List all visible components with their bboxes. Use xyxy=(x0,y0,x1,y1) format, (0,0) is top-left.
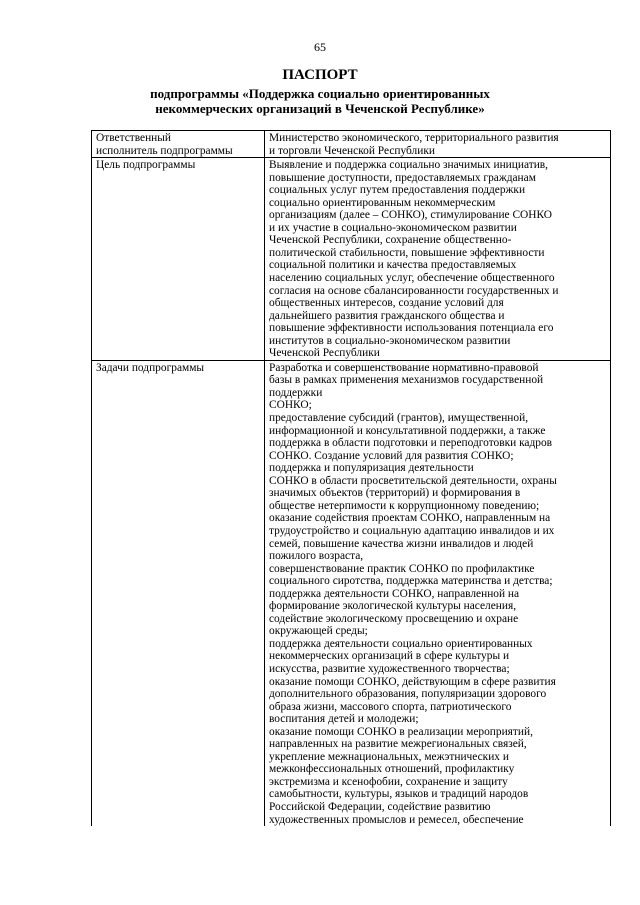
value-line: некоммерческих организаций в сфере культуры и xyxy=(269,650,510,663)
value-line: общественных интересов, создание условий для xyxy=(269,297,504,310)
value-line: институтов в социально-экономическом развитии xyxy=(269,334,511,347)
value-line: повышение доступности, предоставляемых гражданам xyxy=(269,171,536,184)
value-line: Разработка и совершенствование нормативно-правовой xyxy=(269,361,539,374)
value-line: формирование экологической культуры населения, xyxy=(269,600,517,613)
value-line: СОНКО; xyxy=(269,399,312,412)
value-line: социально ориентированным некоммерческим xyxy=(269,196,496,209)
value-line: поддержка и популяризация деятельности xyxy=(269,462,474,475)
subtitle-line: некоммерческих организаций в Чеченской Республике» xyxy=(155,101,485,116)
value-line: организациям (далее – СОНКО), стимулирование СОНКО xyxy=(269,209,553,222)
subtitle-line: подпрограммы «Поддержка социально ориентированных xyxy=(150,86,490,101)
value-line: политической стабильности, повышение эффективности xyxy=(269,246,545,259)
row-value xyxy=(265,360,611,826)
row-label xyxy=(92,158,265,361)
table-row-responsible xyxy=(92,131,611,158)
value-line: направленных на развитие межрегиональных связей, xyxy=(269,738,527,751)
label-line: Цель подпрограммы xyxy=(96,159,196,172)
value-line: и торговли Чеченской Республики xyxy=(269,144,435,157)
row-value xyxy=(265,158,611,361)
value-line: дополнительного образования, популяризации здорового xyxy=(269,688,547,701)
value-line: дальнейшего развития гражданского общества и xyxy=(269,309,505,322)
value-line: семей, повышение качества жизни инвалидов и людей xyxy=(269,537,534,550)
value-line: предоставление субсидий (грантов), имущественной, xyxy=(269,412,529,425)
value-line: СОНКО. Создание условий для развития СОНКО; xyxy=(269,449,514,462)
document-title: ПАСПОРТ xyxy=(282,67,358,83)
value-line: Российской Федерации, содействие развитию xyxy=(269,800,491,813)
value-line: социальных услуг путем предоставления поддержки xyxy=(269,184,526,197)
value-line: информационной и консультативной поддержки, а также xyxy=(269,424,546,437)
value-line: поддержка деятельности СОНКО, направленной на xyxy=(269,587,520,600)
value-line: оказание содействия проектам СОНКО, направленным на xyxy=(269,512,551,525)
label-line: исполнитель подпрограммы xyxy=(96,144,233,157)
value-line: Чеченской Республики, сохранение общественно- xyxy=(269,234,512,247)
value-line: обществе нетерпимости к коррупционному поведению; xyxy=(269,499,540,512)
value-line: оказание помощи СОНКО, действующим в сфере развития xyxy=(269,675,556,688)
value-line: трудоустройство и социальную адаптацию инвалидов и их xyxy=(269,524,555,537)
value-line: базы в рамках применения механизмов государственной xyxy=(269,374,544,387)
value-line: Чеченской Республики xyxy=(269,347,380,360)
value-line: воспитания детей и молодежи; xyxy=(269,713,419,726)
label-line: Задачи подпрограммы xyxy=(96,361,205,374)
value-line: содействие экологическому просвещению и охране xyxy=(269,612,519,625)
value-line: образа жизни, массового спорта, патриотического xyxy=(269,700,512,713)
value-line: оказание помощи СОНКО в реализации мероприятий, xyxy=(269,725,533,738)
value-line: Министерство экономического, территориального развития xyxy=(269,132,559,144)
value-line: совершенствование практик СОНКО по профилактике xyxy=(269,562,535,575)
value-line: художественных промыслов и ремесел, обеспечение xyxy=(269,813,524,826)
value-line: поддержка в области подготовки и переподготовки кадров xyxy=(269,437,553,450)
value-line: поддержка деятельности социально ориентированных xyxy=(269,637,533,650)
page-number: 65 xyxy=(314,40,326,54)
value-line: поддержки xyxy=(269,386,323,399)
row-label xyxy=(92,360,265,826)
value-line: искусства, развитие художественного творчества; xyxy=(269,662,510,675)
value-line: повышение эффективности использования потенциала его xyxy=(269,322,554,335)
value-line: социального сиротства, поддержка материнства и детства; xyxy=(269,575,553,588)
value-line: значимых объектов (территорий) и формирования в xyxy=(269,487,521,500)
value-line: и их участие в социально-экономическом развитии xyxy=(269,221,517,234)
value-line: населению социальных услуг, обеспечение общественного xyxy=(269,272,555,285)
value-line: СОНКО в области просветительской деятельности, охраны xyxy=(269,474,557,487)
value-line: укрепление межнациональных, межэтнических и xyxy=(269,750,509,763)
value-line: межконфессиональных отношений, профилактику xyxy=(269,763,515,776)
value-line: экстремизма и ксенофобии, сохранение и защиту xyxy=(269,775,508,788)
passport-table xyxy=(91,130,611,826)
row-value xyxy=(265,131,611,158)
value-line: социальной политики и качества предоставляемых xyxy=(269,259,517,272)
row-label xyxy=(92,131,265,158)
label-line: Ответственный xyxy=(96,132,172,144)
value-line: пожилого возраста, xyxy=(269,550,364,563)
document-subtitle xyxy=(0,86,640,116)
value-line: окружающей среды; xyxy=(269,625,368,638)
value-line: самобытности, культуры, языков и традиций народов xyxy=(269,788,529,801)
value-line: Выявление и поддержка социально значимых инициатив, xyxy=(269,159,549,172)
value-line: согласия на основе сбалансированности государственных и xyxy=(269,284,559,297)
table-row-tasks xyxy=(92,360,611,826)
table-row-goal xyxy=(92,158,611,361)
